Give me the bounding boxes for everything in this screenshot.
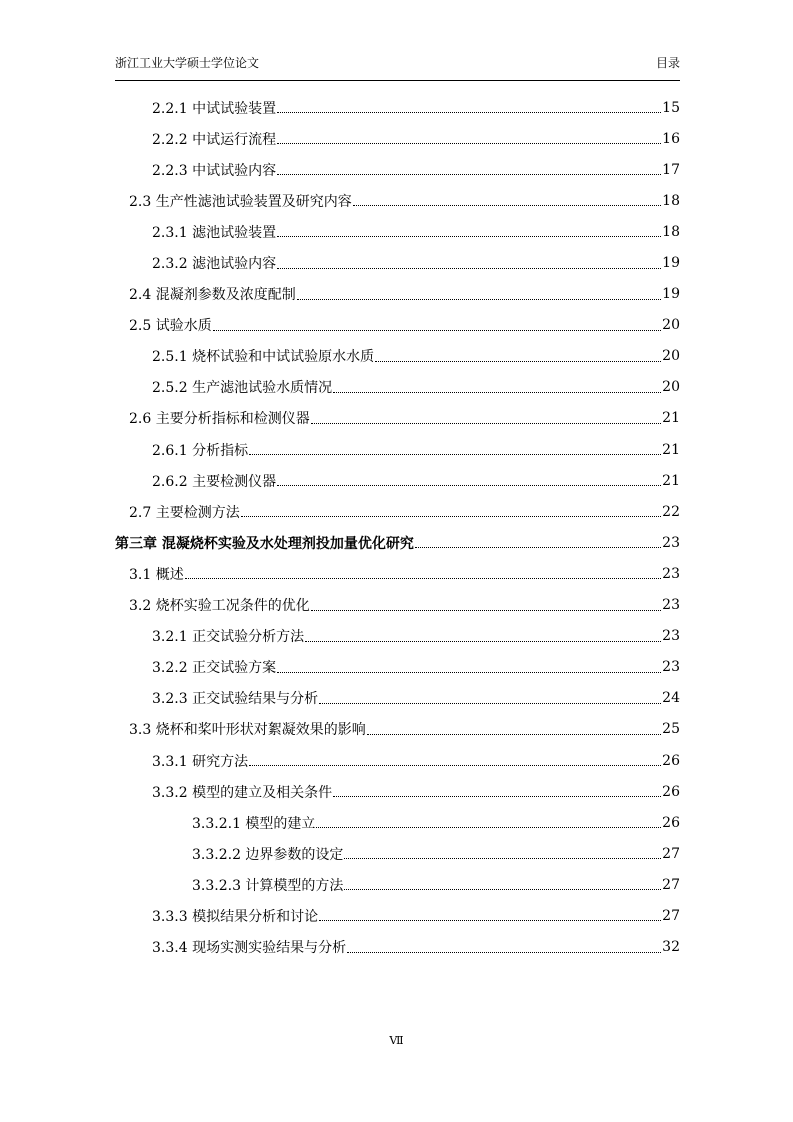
toc-entry[interactable] — [115, 154, 680, 185]
toc-leader-dots — [319, 920, 661, 921]
toc-entry-page: 32 — [662, 939, 680, 956]
toc-leader-dots — [415, 547, 661, 548]
toc-entry-title: 2.5.2 生产滤池试验水质情况 — [152, 380, 333, 397]
toc-leader-dots — [277, 268, 661, 269]
toc-entry-title: 2.7 主要检测方法 — [129, 504, 240, 521]
toc-entry-page: 18 — [662, 192, 680, 209]
toc-entry[interactable] — [115, 92, 680, 123]
toc-entry[interactable] — [115, 310, 680, 341]
toc-entry[interactable] — [115, 247, 680, 278]
toc-leader-dots — [277, 143, 661, 144]
page-number: Ⅶ — [389, 1034, 404, 1047]
toc-entry-page: 27 — [662, 907, 680, 924]
toc-leader-dots — [347, 952, 661, 953]
toc-leader-dots — [375, 361, 661, 362]
toc-entry[interactable] — [115, 341, 680, 372]
toc-entry-page: 19 — [662, 286, 680, 303]
toc-entry-page: 27 — [662, 876, 680, 893]
toc-entry-title: 2.3.1 滤池试验装置 — [152, 224, 277, 241]
toc-leader-dots — [311, 610, 661, 611]
toc-leader-dots — [213, 330, 661, 331]
toc-leader-dots — [333, 392, 661, 393]
toc-leader-dots — [344, 858, 661, 859]
toc-entry-title: 2.2.2 中试运行流程 — [152, 131, 277, 148]
toc-leader-dots — [241, 516, 661, 517]
toc-entry-title: 3.3.3 模拟结果分析和讨论 — [152, 908, 319, 925]
toc-entry[interactable] — [115, 714, 680, 745]
toc-entry-title: 3.3 烧杯和桨叶形状对絮凝效果的影响 — [129, 722, 366, 739]
toc-entry[interactable] — [115, 403, 680, 434]
toc-entry-title: 3.3.2.3 计算模型的方法 — [192, 877, 344, 894]
toc-entry-title: 2.3 生产性滤池试验装置及研究内容 — [129, 193, 352, 210]
toc-entry[interactable] — [115, 776, 680, 807]
toc-entry-title: 2.3.2 滤池试验内容 — [152, 256, 277, 273]
toc-entry-page: 21 — [662, 472, 680, 489]
toc-entry-title: 2.4 混凝剂参数及浓度配制 — [129, 287, 296, 304]
toc-entry-page: 15 — [662, 99, 680, 116]
toc-entry-page: 23 — [662, 534, 680, 551]
toc-entry-title: 3.3.4 现场实测实验结果与分析 — [152, 940, 347, 957]
toc-entry[interactable] — [115, 216, 680, 247]
toc-leader-dots — [297, 299, 661, 300]
toc-entry[interactable] — [115, 527, 680, 558]
toc-leader-dots — [353, 205, 661, 206]
toc-entry-page: 20 — [662, 348, 680, 365]
toc-entry[interactable] — [115, 838, 680, 869]
toc-entry[interactable] — [115, 900, 680, 931]
toc-entry-title: 2.6.1 分析指标 — [152, 442, 249, 459]
toc-leader-dots — [305, 641, 661, 642]
toc-entry-page: 18 — [662, 223, 680, 240]
toc-leader-dots — [249, 765, 661, 766]
toc-entry[interactable] — [115, 558, 680, 589]
toc-entry-title: 3.2.1 正交试验分析方法 — [152, 629, 305, 646]
toc-entry-page: 17 — [662, 161, 680, 178]
toc-entry-page: 23 — [662, 597, 680, 614]
toc-entry[interactable] — [115, 185, 680, 216]
toc-entry-page: 20 — [662, 317, 680, 334]
toc-leader-dots — [249, 454, 661, 455]
toc-entry[interactable] — [115, 496, 680, 527]
toc-entry[interactable] — [115, 869, 680, 900]
toc-entry-page: 23 — [662, 565, 680, 582]
toc-entry-page: 26 — [662, 814, 680, 831]
toc-entry-page: 23 — [662, 659, 680, 676]
toc-leader-dots — [333, 796, 661, 797]
toc-entry-page: 24 — [662, 690, 680, 707]
toc-entry-page: 26 — [662, 752, 680, 769]
header-thesis-title: 浙江工业大学硕士学位论文 — [115, 56, 260, 70]
toc-entry-title: 2.6 主要分析指标和检测仪器 — [129, 411, 310, 428]
toc-entry-page: 26 — [662, 783, 680, 800]
toc-entry-title: 2.5 试验水质 — [129, 318, 212, 335]
toc-leader-dots — [277, 236, 661, 237]
toc-entry[interactable] — [115, 123, 680, 154]
toc-leader-dots — [311, 423, 661, 424]
toc-entry[interactable] — [115, 590, 680, 621]
toc-entry-title: 3.2 烧杯实验工况条件的优化 — [129, 598, 310, 615]
toc-entry[interactable] — [115, 683, 680, 714]
toc-entry-title: 第三章 混凝烧杯实验及水处理剂投加量优化研究 — [115, 535, 414, 552]
toc-entry[interactable] — [115, 932, 680, 963]
toc-entry-title: 3.2.3 正交试验结果与分析 — [152, 691, 319, 708]
toc-entry-page: 22 — [662, 503, 680, 520]
toc-entry[interactable] — [115, 372, 680, 403]
toc-entry[interactable] — [115, 279, 680, 310]
toc-leader-dots — [367, 734, 661, 735]
toc-entry[interactable] — [115, 807, 680, 838]
toc-leader-dots — [316, 827, 661, 828]
toc-entry-page: 21 — [662, 410, 680, 427]
toc-entry[interactable] — [115, 465, 680, 496]
toc-entry-page: 23 — [662, 628, 680, 645]
page-header — [115, 56, 680, 81]
header-section-title: 目录 — [655, 56, 680, 70]
toc-entry-title: 2.6.2 主要检测仪器 — [152, 473, 277, 490]
toc-entry-title: 3.3.2 模型的建立及相关条件 — [152, 784, 333, 801]
toc-entry-title: 2.5.1 烧杯试验和中试试验原水水质 — [152, 349, 375, 366]
toc-entry-page: 19 — [662, 255, 680, 272]
toc-leader-dots — [344, 889, 661, 890]
toc-entry-title: 3.3.2.2 边界参数的设定 — [192, 846, 344, 863]
toc-entry-title: 3.1 概述 — [129, 566, 184, 583]
toc-entry-page: 27 — [662, 845, 680, 862]
toc-entry-page: 21 — [662, 441, 680, 458]
toc-entry-page: 16 — [662, 130, 680, 147]
toc-leader-dots — [277, 672, 661, 673]
toc-leader-dots — [185, 578, 661, 579]
toc-entry-page: 25 — [662, 721, 680, 738]
toc-entry-title: 3.3.2.1 模型的建立 — [192, 815, 316, 832]
toc-entry-title: 2.2.1 中试试验装置 — [152, 100, 277, 117]
toc-leader-dots — [319, 703, 661, 704]
toc-entry[interactable] — [115, 745, 680, 776]
toc-entry-page: 20 — [662, 379, 680, 396]
toc-entry-title: 3.2.2 正交试验方案 — [152, 660, 277, 677]
toc-entry-title: 3.3.1 研究方法 — [152, 753, 249, 770]
toc-leader-dots — [277, 485, 661, 486]
toc-leader-dots — [277, 174, 661, 175]
toc-entry[interactable] — [115, 621, 680, 652]
toc-entry[interactable] — [115, 652, 680, 683]
toc-entry[interactable] — [115, 434, 680, 465]
table-of-contents — [115, 92, 680, 963]
toc-leader-dots — [277, 112, 661, 113]
toc-entry-title: 2.2.3 中试试验内容 — [152, 162, 277, 179]
